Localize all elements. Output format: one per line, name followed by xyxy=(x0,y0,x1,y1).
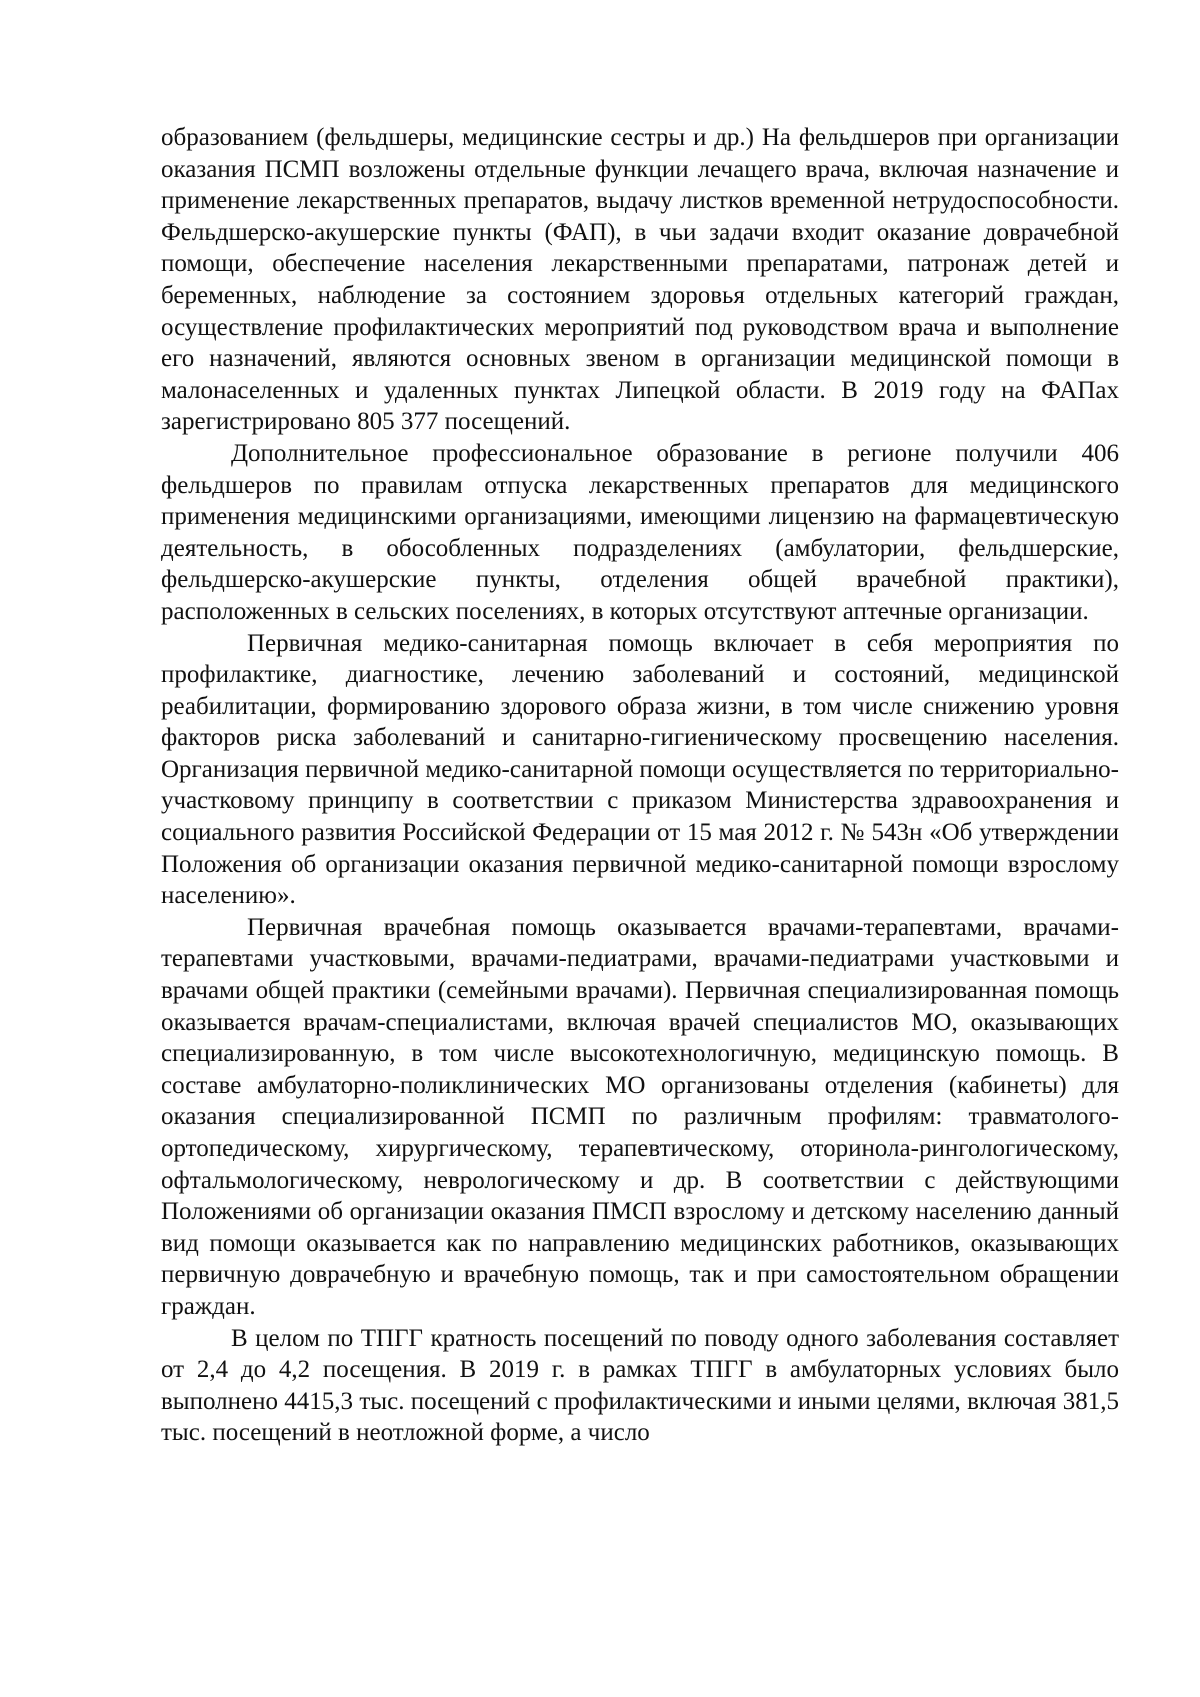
paragraph-feldsher-functions: образованием (фельдшеры, медицинские сестры и др.) На фельдшеров при организации оказания ПСМП возложены отдельные функции лечащего врача, включая назначение и применение лекарственных препаратов, выдачу листков временной нетрудоспособности. Фельдшерско-акушерские пункты (ФАП), в чьи задачи входит оказание доврачебной помощи, обеспечение населения лекарственными препаратами, патронаж детей и беременных, наблюдение за состоянием здоровья отдельных категорий граждан, осуществление профилактических мероприятий под руководством врача и выполнение его назначений, являются основных звеном в организации медицинской помощи в малонаселенных и удаленных пунктах Липецкой области. В 2019 году на ФАПах зарегистрировано 805 377 посещений. xyxy=(161,124,1119,436)
paragraph-primary-care-definition: Первичная медико-санитарная помощь включает в себя мероприятия по профилактике, диагностике, лечению заболеваний и состояний, медицинской реабилитации, формированию здорового образа жизни, в том числе снижению уровня факторов риска заболеваний и санитарно-гигиеническому просвещению населения. Организация первичной медико-санитарной помощи осуществляется по территориально-участковому принципу в соответствии с приказом Министерства здравоохранения и социального развития Российской Федерации от 15 мая 2012 г. № 543н «Об утверждении Положения об организации оказания первичной медико-санитарной помощи взрослому населению». xyxy=(161,629,1119,910)
paragraph-additional-education: Дополнительное профессиональное образование в регионе получили 406 фельдшеров по правилам отпуска лекарственных препаратов для медицинского применения медицинскими организациями, имеющими лицензию на фармацевтическую деятельность, в обособленных подразделениях (амбулатории, фельдшерские, фельдшерско-акушерские пункты, отделения общей врачебной практики), расположенных в сельских поселениях, в которых отсутствуют аптечные организации. xyxy=(161,439,1119,625)
paragraph-primary-physician-care: Первичная врачебная помощь оказывается врачами-терапевтами, врачами-терапевтами участковыми, врачами-педиатрами, врачами-педиатрами участковыми и врачами общей практики (семейными врачами). Первичная специализированная помощь оказывается врачам-специалистами, включая врачей специалистов МО, оказывающих специализированную, в том числе высокотехнологичную, медицинскую помощь. В составе амбулаторно-поликлинических МО организованы отделения (кабинеты) для оказания специализированной ПСМП по различным профилям: травматолого-ортопедическому, хирургическому, терапевтическому, оторинола-рингологическому, офтальмологическому, неврологическому и др. В соответствии с действующими Положениями об организации оказания ПМСП взрослому и детскому населению данный вид помощи оказывается как по направлению медицинских работников, оказывающих первичную доврачебную и врачебную помощь, так и при самостоятельном обращении граждан. xyxy=(161,913,1119,1320)
paragraph-visit-statistics: В целом по ТПГГ кратность посещений по поводу одного заболевания составляет от 2,4 до 4,2 посещения. В 2019 г. в рамках ТПГГ в амбулаторных условиях было выполнено 4415,3 тыс. посещений с профилактическими и иными целями, включая 381,5 тыс. посещений в неотложной форме, а число xyxy=(161,1324,1119,1447)
document-page xyxy=(161,122,1119,1449)
